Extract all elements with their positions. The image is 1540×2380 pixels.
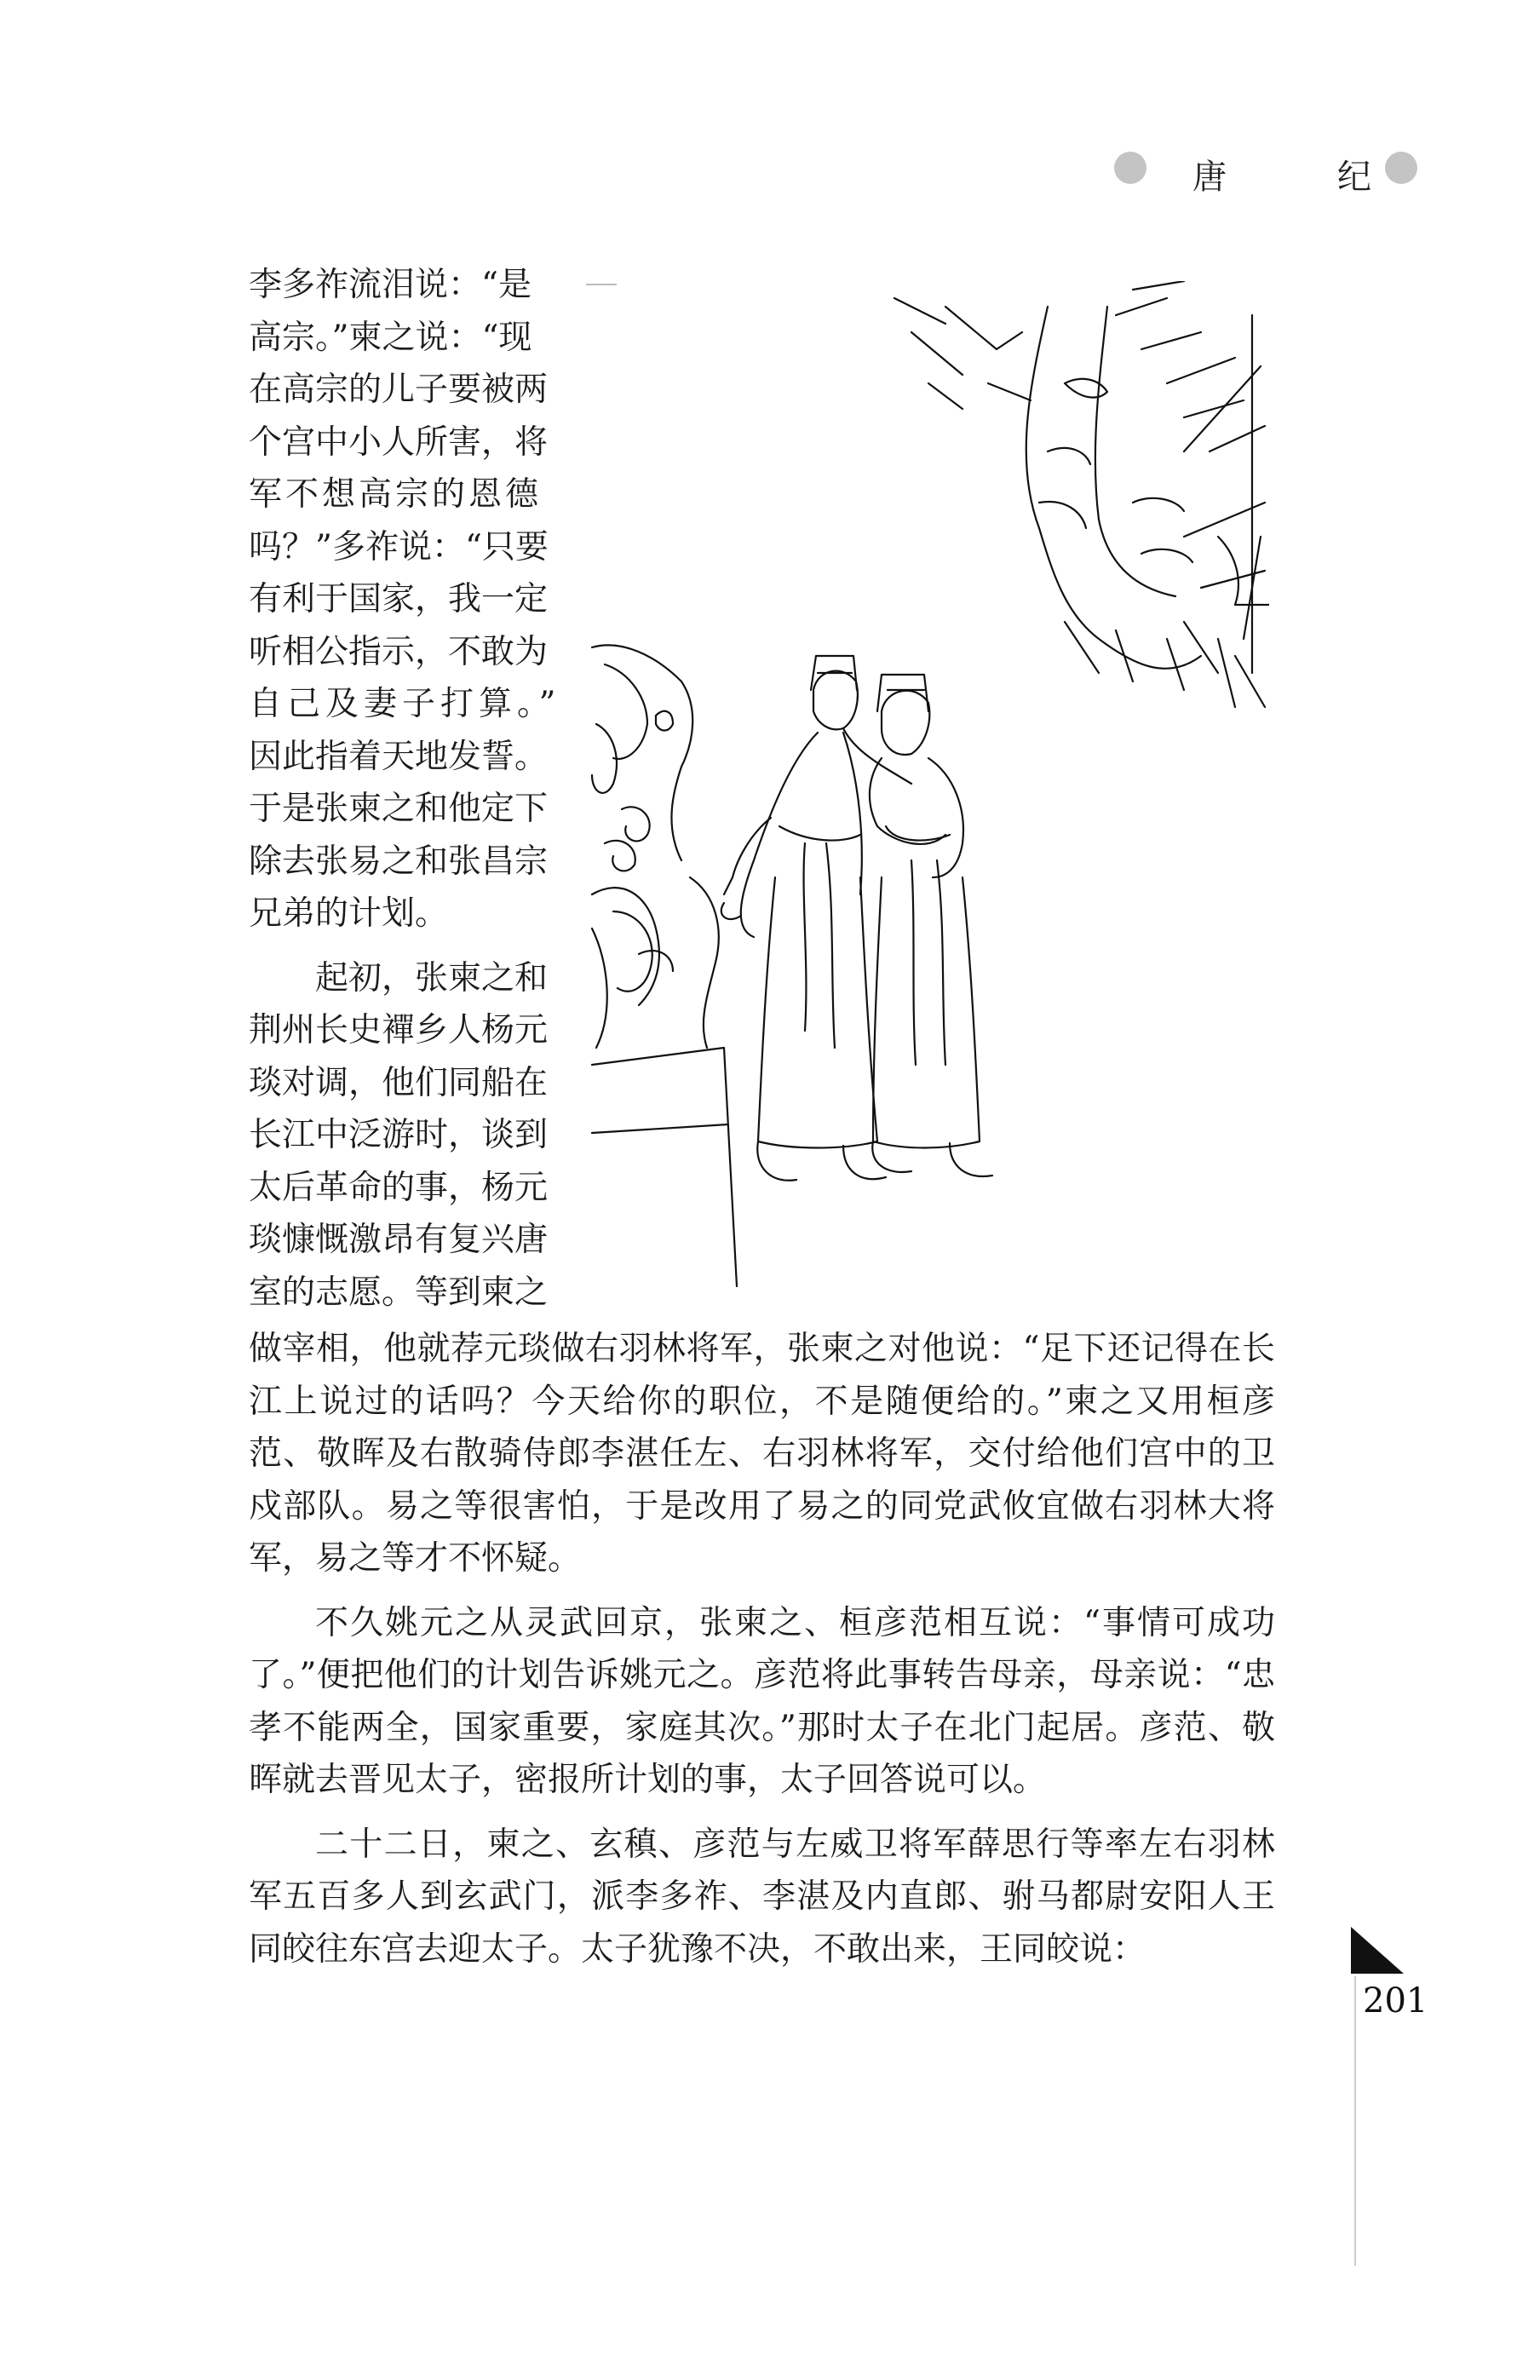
paragraph: 做宰相，他就荐元琰做右羽林将军，张柬之对他说：“足下还记得在长江上说过的话吗？今天给你的职位，不是随便给的。”柬之又用桓彦范、敬晖及右散骑侍郎李湛任左、右羽林将军，交付给他们宫中的卫戍部队。易之等很害怕，于是改用了易之的同党武攸宜做右羽林大将军，易之等才不怀疑。 — [249, 1330, 1275, 1578]
text-line: 有利于国家，我一定 — [249, 580, 549, 618]
header-dot-left — [1114, 152, 1146, 184]
header-char-2: 纪 — [1337, 158, 1371, 197]
text-line: 高宗。”柬之说：“现 — [249, 318, 532, 357]
page-corner-triangle-icon — [1351, 1927, 1404, 1974]
text-line: 荆州长史襌乡人杨元 — [249, 1011, 549, 1049]
text-line: 室的志愿。等到柬之 — [249, 1273, 549, 1312]
text-line: 太后革命的事，杨元 — [249, 1168, 549, 1207]
running-header — [1192, 150, 1371, 198]
margin-rule — [1354, 1976, 1356, 2266]
text-line: 军不想高宗的恩德 — [249, 475, 543, 514]
header-char-1: 唐 — [1192, 158, 1227, 197]
paragraph: 不久姚元之从灵武回京，张柬之、桓彦范相互说：“事情可成功了。”便把他们的计划告诉姚元之。彦范将此事转告母亲，母亲说：“忠孝不能两全，国家重要，家庭其次。”那时太子在北门起居。彦范、敬晖就去晋见太子，密报所计划的事，太子回答说可以。 — [249, 1603, 1275, 1799]
text-line: 自己及妻子打算。” — [249, 685, 561, 723]
text-line: 起初，张柬之和 — [315, 958, 549, 997]
illustration — [588, 281, 1269, 1299]
paragraph: 二十二日，柬之、玄稹、彦范与左威卫将军薛思行等率左右羽林军五百多人到玄武门，派李多祚、李湛及内直郎、驸马都尉安阳人王同皎往东宫去迎太子。太子犹豫不决，不敢出来，王同皎说： — [249, 1825, 1275, 1969]
text-line: 吗？”多祚说：“只要 — [249, 527, 549, 566]
wide-text-column — [249, 1323, 1275, 1975]
text-line: 听相公指示，不敢为 — [249, 632, 549, 671]
narrow-text-column — [249, 259, 572, 1319]
text-line: 李多祚流泪说：“是 — [249, 266, 532, 304]
text-line: 琰对调，他们同船在 — [249, 1063, 549, 1102]
header-dot-right — [1385, 152, 1417, 184]
text-line: 于是张柬之和他定下 — [249, 790, 549, 828]
text-line: 在高宗的儿子要被两 — [249, 371, 549, 409]
text-line: 除去张易之和张昌宗 — [249, 842, 549, 881]
page-number: 201 — [1363, 1981, 1428, 2021]
text-line: 兄弟的计划。 — [249, 894, 449, 933]
text-line: 个宫中小人所害，将 — [249, 423, 549, 462]
text-line: 长江中泛游时，谈到 — [249, 1116, 549, 1154]
text-line: 因此指着天地发誓。 — [249, 737, 549, 776]
ink-drawing-icon — [588, 281, 1269, 1299]
text-line: 琰慷慨激昂有复兴唐 — [249, 1221, 549, 1259]
